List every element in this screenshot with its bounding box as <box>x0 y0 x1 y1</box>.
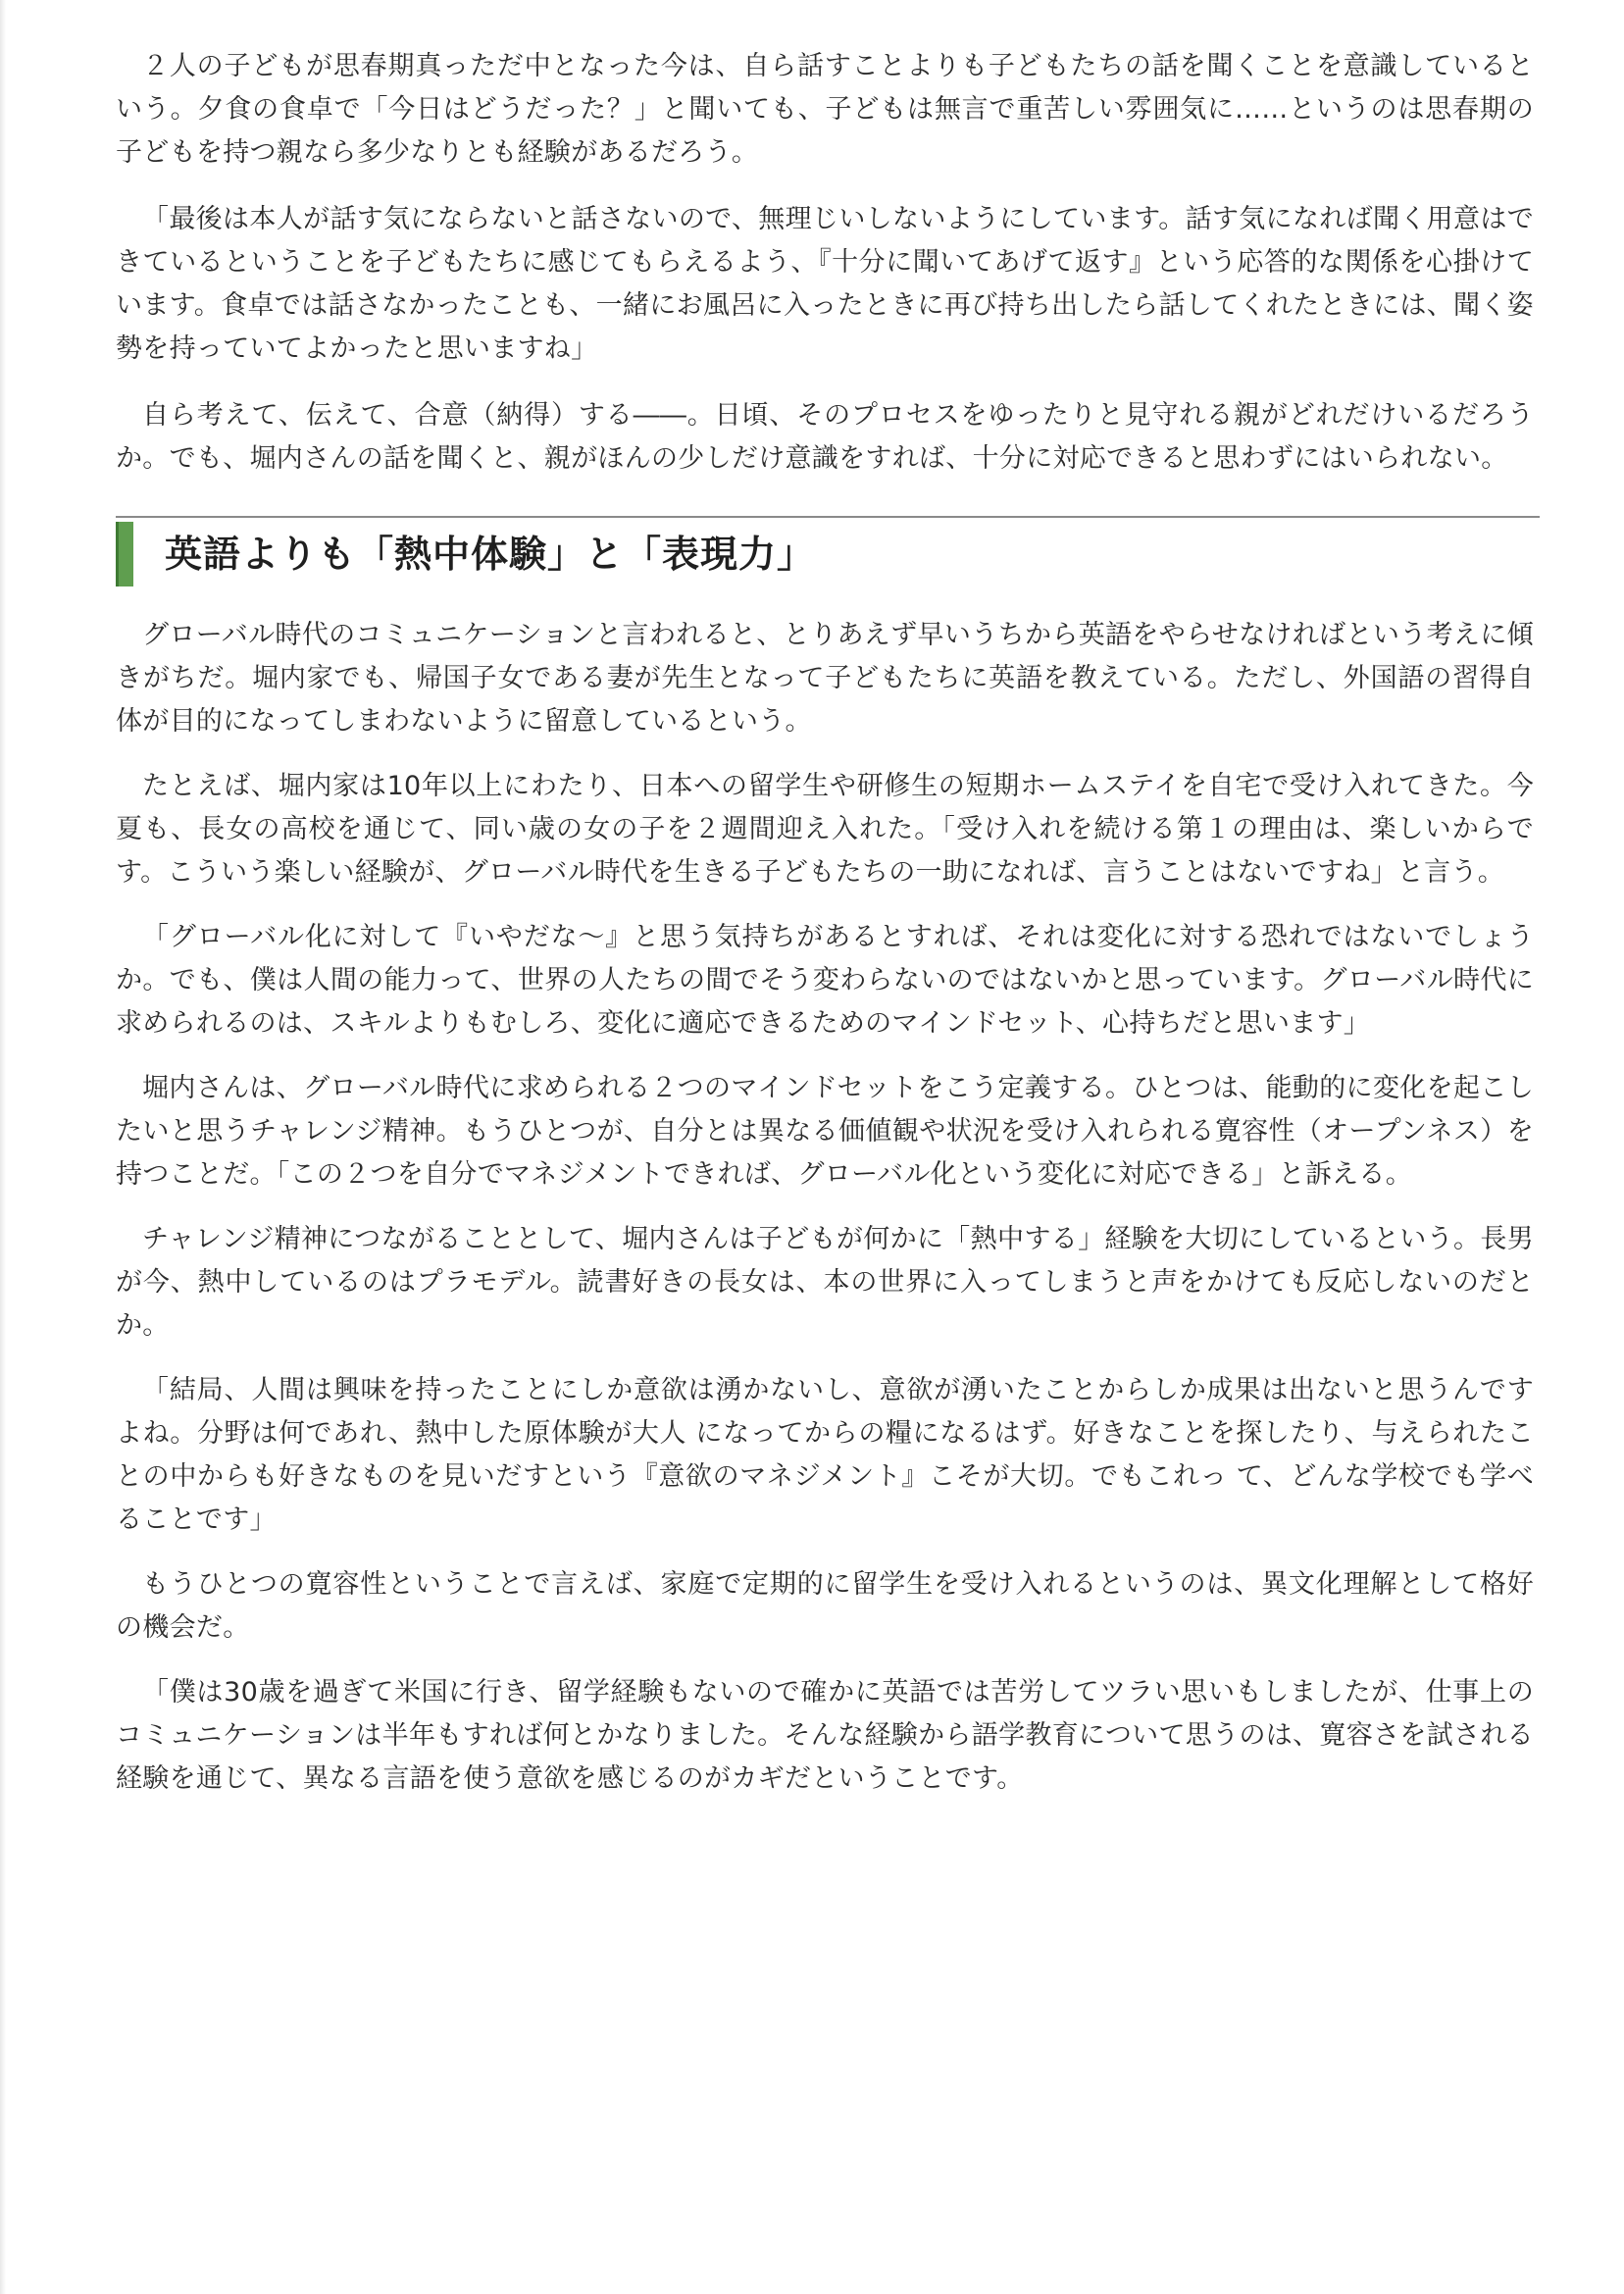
section-title: 英語よりも「熱中体験」と「表現力」 <box>165 533 816 576</box>
section-accent-bar <box>116 522 133 586</box>
paragraph-process: 自ら考えて、伝えて、合意（納得）する――。日頃、そのプロセスをゆったりと見守れる親がどれだけいるだろうか。でも、堀内さんの話を聞くと、親がほんの少しだけ意識をすれば、十分に対応できると思わずにはいられない。 <box>116 400 1534 474</box>
paragraph-global-english: グローバル時代のコミュニケーションと言われると、とりあえず早いうちから英語をやらせなければという考えに傾きがちだ。堀内家でも、帰国子女である妻が先生となって子どもたちに英語を教えている。ただし、外国語の習得自体が目的になってしまわないように留意しているという。 <box>116 620 1534 737</box>
paragraph-passion: チャレンジ精神につながることとして、堀内さんは子どもが何かに「熱中する」経験を大切にしているという。長男が今、熱中しているのはプラモデル。読書好きの長女は、本の世界に入ってしまうと声をかけても反応しないのだとか。 <box>116 1224 1534 1341</box>
paragraph-homestay: たとえば、堀内家は10年以上にわたり、日本への留学生や研修生の短期ホームステイを自宅で受け入れてきた。今夏も、長女の高校を通じて、同い歳の女の子を２週間迎え入れた。「受け入れを続ける第１の理由は、楽しいからです。こういう楽しい経験が、グローバル時代を生きる子どもたちの一助になれば、言うことはないですね」と言う。 <box>116 771 1534 888</box>
paragraph-tolerance: もうひとつの寛容性ということで言えば、家庭で定期的に留学生を受け入れるというのは、異文化理解として格好の機会だ。 <box>116 1569 1534 1643</box>
paragraph-listening: ２人の子どもが思春期真っただ中となった今は、自ら話すことよりも子どもたちの話を聞くことを意識しているという。夕食の食卓で「今日はどうだった？」と聞いても、子どもは無言で重苦しい雰囲気に……というのは思春期の子どもを持つ親なら多少なりとも経験があるだろう。 <box>116 51 1534 168</box>
paragraph-quote-language: 「僕は30歳を過ぎて米国に行き、留学経験もないので確かに英語では苦労してツラい思いもしましたが、仕事上のコミュニケーションは半年もすれば何とかなりました。そんな経験から語学教育について思うのは、寛容さを試される経験を通じて、異なる言語を使う意欲を感じるのがカギだということです。 <box>116 1677 1534 1794</box>
scan-edge-shadow <box>0 0 6 2294</box>
article-column <box>116 45 1534 1801</box>
section-divider-line <box>116 516 1540 518</box>
paragraph-quote-mindset: 「グローバル化に対して『いやだな～』と思う気持ちがあるとすれば、それは変化に対する恐れではないでしょうか。でも、僕は人間の能力って、世界の人たちの間でそう変わらないのではないかと思っています。グローバル時代に求められるのは、スキルよりもむしろ、変化に適応できるためのマインドセット、心持ちだと思います」 <box>116 922 1534 1039</box>
paragraph-quote-motivation: 「結局、人間は興味を持ったことにしか意欲は湧かないし、意欲が湧いたことからしか成果は出ないと思うんですよね。分野は何であれ、熱中した原体験が大人 になってからの糧になるはず。好きなことを探したり、与えられたことの中からも好きなものを見いだすという『意欲のマネジメント』こそが大切。でもこれっ て、どんな学校でも学べることです」 <box>116 1375 1534 1535</box>
paragraph-quote-listening: 「最後は本人が話す気にならないと話さないので、無理じいしないようにしています。話す気になれば聞く用意はできているということを子どもたちに感じてもらえるよう、『十分に聞いてあげて返す』という応答的な関係を心掛けています。食卓では話さなかったことも、一緒にお風呂に入ったときに再び持ち出したら話してくれたときには、聞く姿勢を持っていてよかったと思いますね」 <box>116 204 1534 364</box>
section-heading <box>116 516 1534 588</box>
paragraph-two-mindsets: 堀内さんは、グローバル時代に求められる２つのマインドセットをこう定義する。ひとつは、能動的に変化を起こしたいと思うチャレンジ精神。もうひとつが、自分とは異なる価値観や状況を受け入れられる寛容性（オープンネス）を持つことだ。「この２つを自分でマネジメントできれば、グローバル化という変化に対応できる」と訴える。 <box>116 1073 1534 1190</box>
